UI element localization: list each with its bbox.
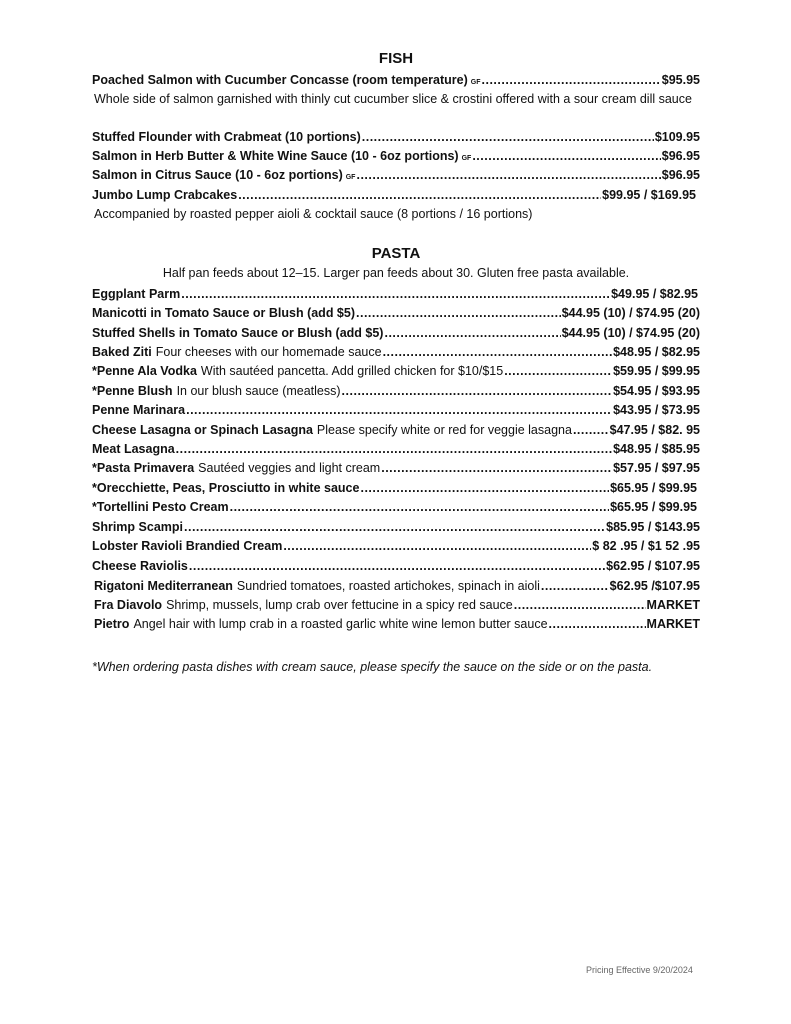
item-name: Poached Salmon with Cucumber Concasse (room temperature): [92, 73, 468, 87]
item-price: $109.95: [654, 130, 700, 144]
item-description: Sautéed veggies and light cream: [198, 461, 381, 475]
dot-leader: [184, 518, 605, 536]
menu-item: [92, 128, 700, 146]
menu-item: [92, 147, 700, 165]
item-description: Shrimp, mussels, lump crab over fettucine in a spicy red sauce: [166, 598, 513, 612]
menu-item: [92, 479, 697, 497]
dot-leader: [181, 285, 610, 303]
dot-leader: [360, 479, 609, 497]
menu-item: [92, 401, 700, 419]
item-price: $62.95 / $107.95: [606, 559, 700, 573]
item-description: Please specify white or red for veggie lasagna: [316, 423, 572, 437]
item-price: $54.95 / $93.95: [613, 384, 700, 398]
gf-marker: GF: [470, 79, 481, 86]
item-price: $65.95 / $99.95: [610, 500, 697, 514]
gf-marker: GF: [345, 174, 356, 181]
menu-item: [92, 166, 700, 184]
item-name: Lobster Ravioli Brandied Cream: [92, 539, 283, 553]
item-price: $48.95 / $82.95: [613, 345, 700, 359]
menu-item: [94, 615, 700, 633]
menu-item: [92, 440, 700, 458]
item-price: MARKET: [646, 617, 700, 631]
menu-item: [92, 382, 700, 400]
item-description: In our blush sauce (meatless): [176, 384, 341, 398]
item-name: Salmon in Citrus Sauce (10 - 6oz portions): [92, 168, 343, 182]
item-name: *Orecchiette, Peas, Prosciutto in white sauce: [92, 481, 360, 495]
menu-item: [92, 285, 698, 303]
item-name: *Tortellini Pesto Cream: [92, 500, 229, 514]
pasta-subtitle: Half pan feeds about 12–15. Larger pan feeds about 30. Gluten free pasta available.: [162, 266, 630, 280]
dot-leader: [482, 71, 661, 89]
dot-leader: [342, 382, 613, 400]
menu-item: [92, 324, 700, 342]
dot-leader: [230, 498, 610, 516]
item-price: $43.95 / $73.95: [613, 403, 700, 417]
item-price: MARKET: [646, 598, 700, 612]
menu-item: [92, 421, 700, 439]
menu-item: [92, 186, 696, 204]
item-price: $47.95 / $82. 95: [609, 423, 700, 437]
salmon-description: Whole side of salmon garnished with thinly cut cucumber slice & crostini offered with a sour cream dill sauce: [94, 92, 692, 106]
item-name: Baked Ziti: [92, 345, 152, 359]
dot-leader: [189, 557, 605, 575]
menu-item: [94, 577, 700, 595]
item-name: Fra Diavolo: [94, 598, 163, 612]
item-description: Sundried tomatoes, roasted artichokes, spinach in aioli: [236, 579, 540, 593]
dot-leader: [472, 147, 660, 165]
pricing-effective-date: Pricing Effective 9/20/2024: [586, 965, 693, 975]
menu-item: [92, 343, 700, 361]
item-name: Eggplant Parm: [92, 287, 181, 301]
item-name: Rigatoni Mediterranean: [94, 579, 233, 593]
dot-leader: [384, 324, 560, 342]
menu-item: [92, 362, 700, 380]
menu-item: [92, 498, 697, 516]
dot-leader: [549, 615, 646, 633]
item-name: *Penne Blush: [92, 384, 173, 398]
item-price: $62.95 /$107.95: [609, 579, 700, 593]
item-price: $85.95 / $143.95: [606, 520, 700, 534]
item-description: With sautéed pancetta. Add grilled chicken for $10/$15: [200, 364, 504, 378]
item-name: Stuffed Shells in Tomato Sauce or Blush (add $5): [92, 326, 384, 340]
item-name: Stuffed Flounder with Crabmeat (10 portions): [92, 130, 361, 144]
dot-leader: [504, 362, 612, 380]
item-name: Cheese Raviolis: [92, 559, 188, 573]
menu-item: [92, 459, 700, 477]
menu-item: [92, 537, 700, 555]
item-price: $95.95: [661, 73, 700, 87]
item-name: Jumbo Lump Crabcakes: [92, 188, 238, 202]
item-description: Four cheeses with our homemade sauce: [155, 345, 382, 359]
dot-leader: [573, 421, 609, 439]
dot-leader: [383, 343, 613, 361]
dot-leader: [541, 577, 609, 595]
dot-leader: [381, 459, 612, 477]
dot-leader: [356, 166, 660, 184]
menu-item: [92, 71, 700, 89]
item-price: $96.95: [661, 168, 700, 182]
item-price: $44.95 (10) / $74.95 (20): [561, 326, 700, 340]
pasta-section-title: PASTA: [371, 245, 421, 262]
item-price: $96.95: [661, 149, 700, 163]
dot-leader: [283, 537, 591, 555]
menu-item: [92, 304, 700, 322]
dot-leader: [186, 401, 612, 419]
item-price: $57.95 / $97.95: [613, 461, 700, 475]
item-price: $49.95 / $82.95: [611, 287, 698, 301]
item-name: Shrimp Scampi: [92, 520, 183, 534]
item-name: *Penne Ala Vodka: [92, 364, 197, 378]
item-name: Pietro: [94, 617, 130, 631]
cream-sauce-footnote: *When ordering pasta dishes with cream sauce, please specify the sauce on the side or on the pasta.: [92, 660, 653, 674]
item-name: Penne Marinara: [92, 403, 186, 417]
item-description: Angel hair with lump crab in a roasted garlic white wine lemon butter sauce: [133, 617, 548, 631]
dot-leader: [238, 186, 601, 204]
gf-marker: GF: [461, 155, 472, 162]
menu-item: [94, 596, 700, 614]
menu-item: [92, 557, 700, 575]
item-name: *Pasta Primavera: [92, 461, 195, 475]
fish-section-title: FISH: [378, 50, 414, 67]
dot-leader: [356, 304, 561, 322]
item-price: $44.95 (10) / $74.95 (20): [561, 306, 700, 320]
item-name: Salmon in Herb Butter & White Wine Sauce (10 - 6oz portions): [92, 149, 459, 163]
item-price: $65.95 / $99.95: [610, 481, 697, 495]
item-name: Cheese Lasagna or Spinach Lasagna: [92, 423, 313, 437]
item-price: $99.95 / $169.95: [602, 188, 696, 202]
dot-leader: [514, 596, 646, 614]
item-price: $ 82 .95 / $1 52 .95: [592, 539, 700, 553]
item-name: Manicotti in Tomato Sauce or Blush (add $5): [92, 306, 355, 320]
crabcake-description: Accompanied by roasted pepper aioli & cocktail sauce (8 portions / 16 portions): [94, 207, 533, 221]
dot-leader: [176, 440, 612, 458]
item-name: Meat Lasagna: [92, 442, 175, 456]
dot-leader: [362, 128, 654, 146]
item-price: $48.95 / $85.95: [613, 442, 700, 456]
menu-item: [92, 518, 700, 536]
item-price: $59.95 / $99.95: [613, 364, 700, 378]
